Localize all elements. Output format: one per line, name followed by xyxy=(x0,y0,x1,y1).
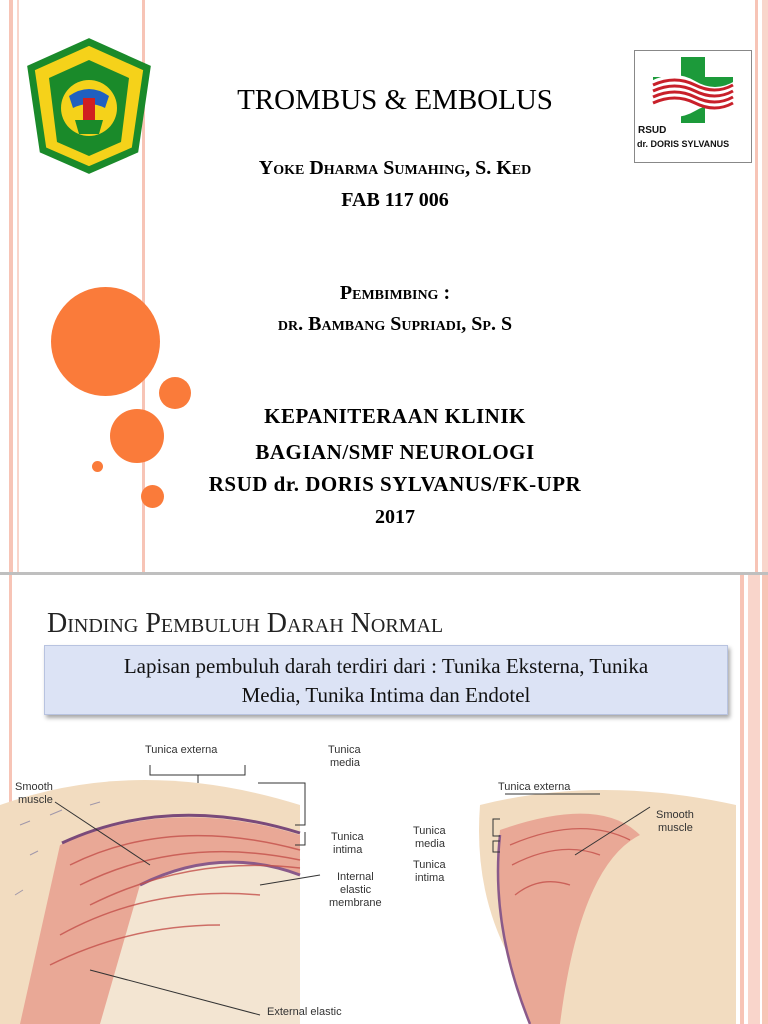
decorative-circle xyxy=(92,461,103,472)
department-line-2: BAGIAN/SMF NEUROLOGI xyxy=(255,440,535,464)
presentation-year: 2017 xyxy=(375,506,415,528)
content-slide xyxy=(0,575,768,1024)
label-tunica-media-left-2: media xyxy=(330,757,360,769)
decorative-stripe xyxy=(755,0,758,572)
label-tunica-media-right-2: media xyxy=(415,838,445,850)
advisor-name: dr. Bambang Supriadi, Sp. S xyxy=(277,313,513,335)
label-tunica-externa-left: Tunica externa xyxy=(145,744,218,756)
label-tunica-externa-right: Tunica externa xyxy=(498,781,571,793)
label-smooth-muscle-right-2: muscle xyxy=(658,822,693,834)
department-line-1: KEPANITERAAN KLINIK xyxy=(264,404,526,428)
decorative-stripe xyxy=(762,575,768,1024)
decorative-stripe xyxy=(17,0,19,572)
vessel-wall-figure xyxy=(0,735,736,1024)
label-tunica-media-left-1: Tunica xyxy=(328,744,361,756)
slide-title: Dinding Pembuluh Darah Normal xyxy=(47,608,444,639)
advisor-label: Pembimbing : xyxy=(339,282,451,304)
label-tunica-intima-right-2: intima xyxy=(415,872,445,884)
label-external-elastic-1: External elastic xyxy=(267,1006,342,1018)
label-tunica-intima-left-2: intima xyxy=(333,844,363,856)
label-smooth-muscle-right-1: Smooth xyxy=(656,809,694,821)
label-internal-elastic-1: Internal xyxy=(337,871,374,883)
decorative-stripe xyxy=(748,575,760,1024)
label-tunica-intima-right-1: Tunica xyxy=(413,859,446,871)
definition-box xyxy=(44,645,728,715)
label-internal-elastic-3: membrane xyxy=(329,897,382,909)
label-smooth-muscle-left-2: muscle xyxy=(18,794,53,806)
student-id: FAB 117 006 xyxy=(341,189,449,211)
label-tunica-intima-left-1: Tunica xyxy=(331,831,364,843)
decorative-stripe xyxy=(9,0,13,572)
label-internal-elastic-2: elastic xyxy=(340,884,372,896)
hospital-logo-line2: dr. DORIS SYLVANUS xyxy=(637,139,730,149)
decorative-stripe xyxy=(762,0,768,572)
presentation-title: TROMBUS & EMBOLUS xyxy=(237,84,553,116)
hospital-logo-line1: RSUD xyxy=(638,125,667,136)
decorative-stripe xyxy=(740,575,744,1024)
definition-line-2: Media, Tunika Intima dan Endotel xyxy=(241,683,531,707)
author-name: Yoke Dharma Sumahing, S. Ked xyxy=(258,157,532,179)
label-tunica-media-right-1: Tunica xyxy=(413,825,446,837)
department-line-3: RSUD dr. DORIS SYLVANUS/FK-UPR xyxy=(208,472,582,496)
definition-line-1: Lapisan pembuluh darah terdiri dari : Tunika Eksterna, Tunika xyxy=(123,654,649,678)
label-smooth-muscle-left-1: Smooth xyxy=(15,781,53,793)
